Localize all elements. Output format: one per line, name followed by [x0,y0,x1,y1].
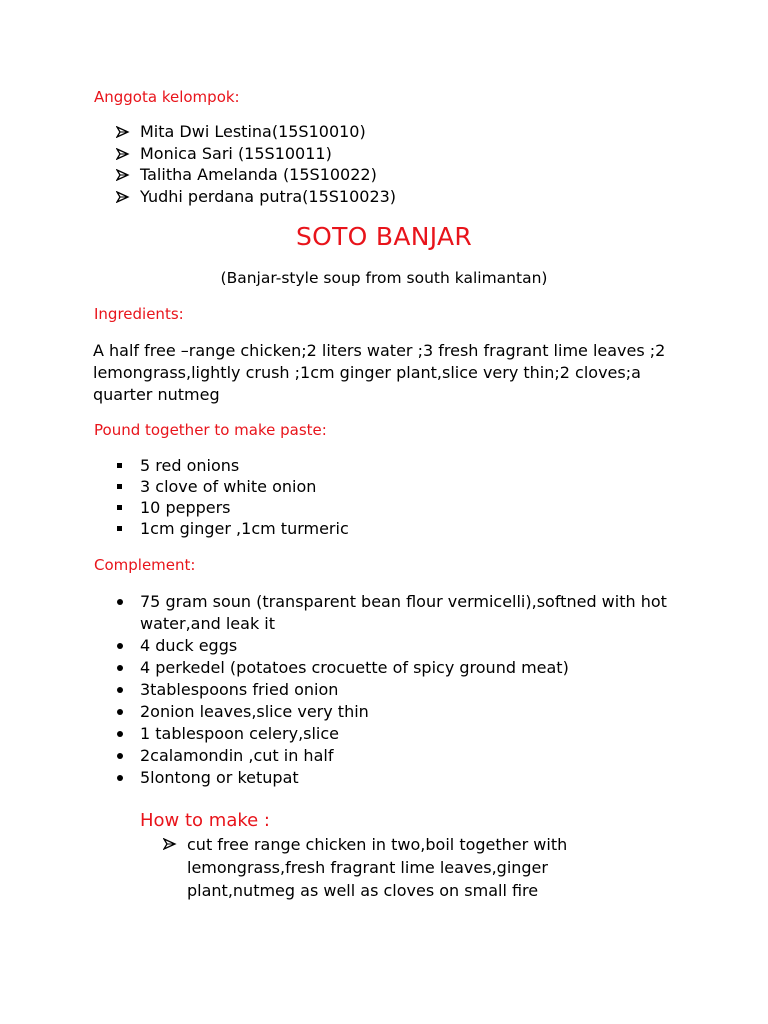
list-item [140,121,560,143]
round-bullet-icon [117,745,137,759]
list-item [140,186,560,208]
complement-heading: Complement: [94,556,196,574]
arrow-bullet-icon [163,833,183,850]
round-bullet-icon [117,723,137,737]
list-item [140,701,680,723]
ingredients-heading: Ingredients: [94,305,184,323]
list-item [140,164,560,186]
paste-item: 10 peppers [140,498,231,517]
complement-item: 75 gram soun (transparent bean flour vermicelli),softned with hot water,and leak it [140,592,667,633]
complement-list [140,591,680,789]
list-item [140,679,680,701]
page-subtitle: (Banjar-style soup from south kalimantan) [220,269,548,287]
how-to-make-list [187,833,627,902]
list-item [140,635,680,657]
list-item [140,455,560,476]
members-list [140,121,560,207]
member-name: Monica Sari (15S10011) [140,143,332,163]
list-item [140,591,680,635]
round-bullet-icon [117,701,137,715]
list-item [140,767,680,789]
member-name: Yudhi perdana putra(15S10023) [140,186,397,206]
paste-item: 5 red onions [140,456,240,475]
complement-item: 1 tablespoon celery,slice [140,724,340,743]
list-item [187,833,627,902]
list-item [140,497,560,518]
member-name: Mita Dwi Lestina(15S10010) [140,122,366,141]
list-item [140,723,680,745]
complement-item: 3tablespoons fried onion [140,680,339,699]
how-to-make-heading: How to make : [140,810,270,831]
paste-item: 1cm ginger ,1cm turmeric [140,519,349,538]
complement-item: 2calamondin ,cut in half [140,746,334,765]
square-bullet-icon [117,476,137,489]
square-bullet-icon [117,497,137,510]
paste-heading: Pound together to make paste: [94,421,327,439]
member-name: Talitha Amelanda (15S10022) [140,165,377,184]
page-title: SOTO BANJAR [295,222,473,251]
round-bullet-icon [117,591,137,605]
round-bullet-icon [117,657,137,671]
paste-list [140,455,560,539]
square-bullet-icon [117,455,137,468]
complement-item: 4 perkedel (potatoes crocuette of spicy ground meat) [140,658,569,677]
arrow-bullet-icon [116,121,136,138]
members-heading: Anggota kelompok: [94,88,240,106]
round-bullet-icon [117,767,137,781]
ingredients-text: A half free –range chicken;2 liters water ;3 fresh fragrant lime leaves ;2 lemongrass,lightly crush ;1cm ginger plant,slice very thin;2 cloves;a quarter nutmeg [93,341,666,404]
list-item [140,657,680,679]
round-bullet-icon [117,679,137,693]
round-bullet-icon [117,635,137,649]
list-item [140,518,560,539]
arrow-bullet-icon [116,164,136,181]
list-item [140,476,560,497]
list-item [140,143,560,165]
arrow-bullet-icon [116,186,136,203]
complement-item: 4 duck eggs [140,636,238,655]
paste-item: 3 clove of white onion [140,477,317,496]
list-item [140,745,680,767]
arrow-bullet-icon [116,143,136,160]
how-to-step: cut free range chicken in two,boil together with lemongrass,fresh fragrant lime leaves,ginger plant,nutmeg as well as cloves on small fire [187,835,568,900]
complement-item: 5lontong or ketupat [140,768,299,787]
complement-item: 2onion leaves,slice very thin [140,702,369,721]
square-bullet-icon [117,518,137,531]
